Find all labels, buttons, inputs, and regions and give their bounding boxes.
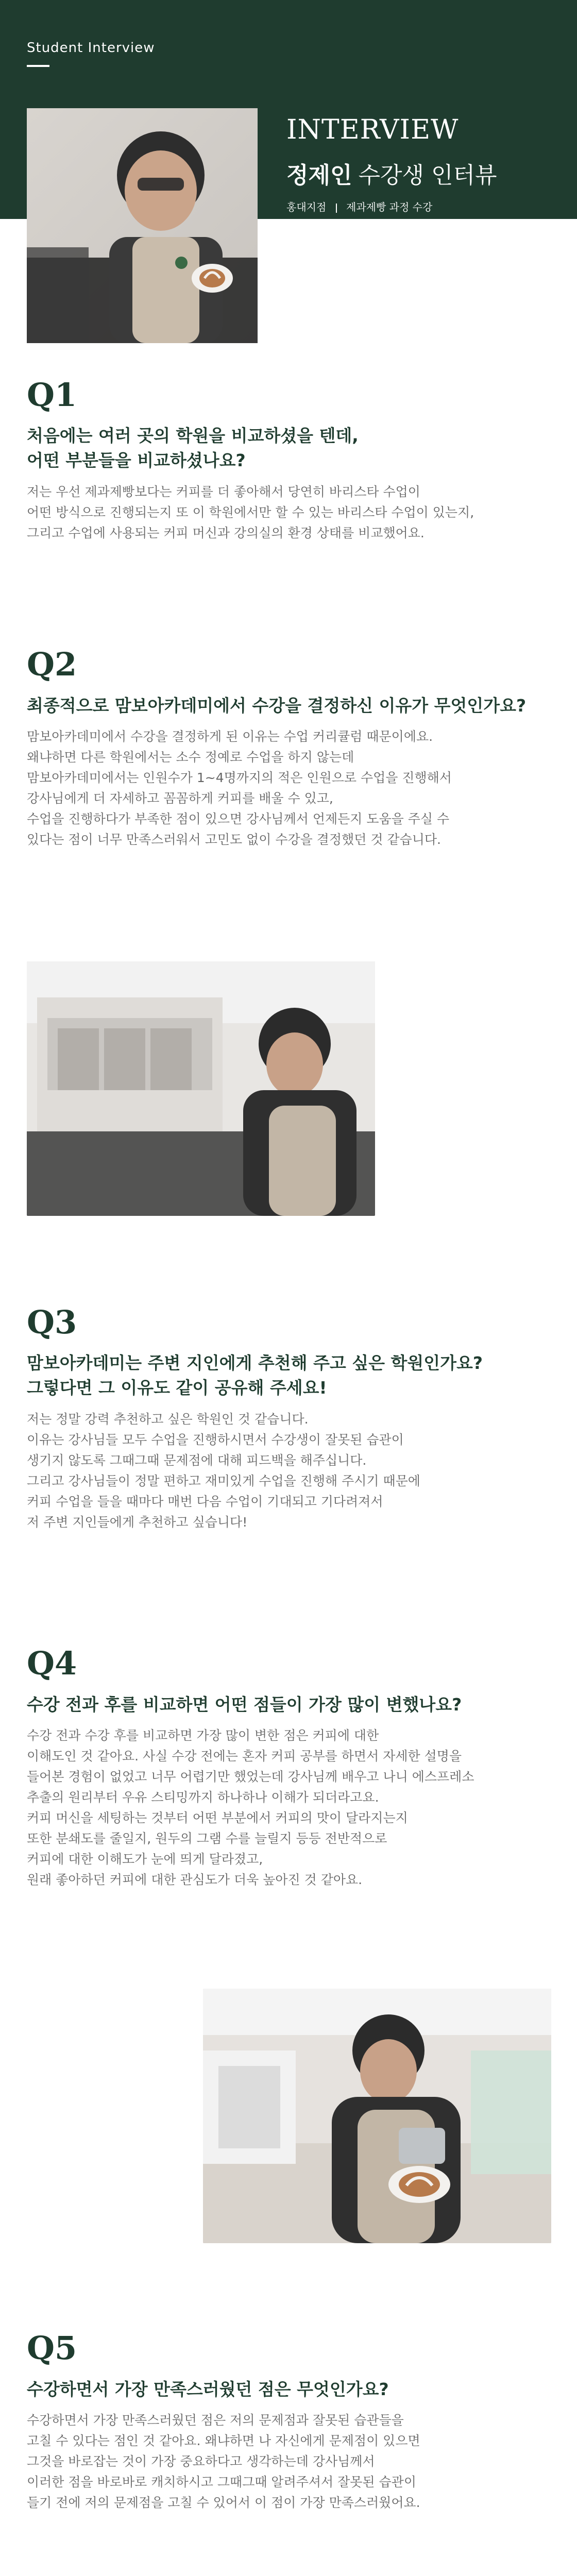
q1-answer-line: 어떤 방식으로 진행되는지 또 이 학원에서만 할 수 있는 바리스타 수업이 있는지, [27,505,474,520]
q1-question-line: 어떤 부분들을 비교하셨나요? [27,450,246,470]
interviewee-title-suffix: 수강생 인터뷰 [358,162,497,189]
interviewee-name: 정제인 [286,162,352,189]
q4-answer-line: 또한 분쇄도를 줄일지, 원두의 그램 수를 늘릴지 등등 전반적으로 [27,1831,387,1846]
q4-question-line: 수강 전과 후를 비교하면 어떤 점들이 가장 많이 변했나요? [27,1694,462,1715]
q4-answer [27,1725,547,1890]
q3-answer-line: 커피 수업을 들을 때마다 매번 다음 수업이 기대되고 기다려져서 [27,1494,383,1509]
q4-question [27,1692,547,1717]
q2-answer-line: 맘보아카데미에서는 인원수가 1~4명까지의 적은 인원으로 수업을 진행해서 [27,770,452,785]
q2-number: Q2 [27,646,77,683]
q2-answer-line: 있다는 점이 너무 만족스러워서 고민도 없이 수강을 결정했던 것 같습니다. [27,832,441,847]
q3-answer-line: 이유는 강사님들 모두 수업을 진행하시면서 수강생이 잘못된 습관이 [27,1432,404,1447]
q4-answer-line: 커피에 대한 이해도가 눈에 띄게 달라졌고, [27,1852,263,1867]
q5-answer-line: 이러한 점을 바로바로 캐치하시고 그때그때 알려주셔서 잘못된 습관이 [27,2475,416,2489]
q3-question-line: 맘보아카데미는 주변 지인에게 추천해 주고 싶은 학원인가요? [27,1353,483,1373]
interview-label: INTERVIEW [286,114,459,145]
q4-answer-line: 추출의 원리부터 우유 스티밍까지 하나하나 이해가 되더라고요. [27,1790,379,1805]
q1-number: Q1 [27,376,77,414]
q5-answer-line: 들기 전에 저의 문제점을 고칠 수 있어서 이 점이 가장 만족스러웠어요. [27,2495,420,2510]
q5-answer [27,2410,547,2513]
q4-answer-line: 원래 좋아하던 커피에 대한 관심도가 더욱 높아진 것 같아요. [27,1872,363,1887]
q3-answer-line: 생기지 않도록 그때그때 문제점에 대해 피드백을 해주십니다. [27,1453,367,1468]
q2-answer-line: 맘보아카데미에서 수강을 결정하게 된 이유는 수업 커리큘럼 때문이에요. [27,729,433,744]
q5-question-line: 수강하면서 가장 만족스러웠던 점은 무엇인가요? [27,2379,389,2399]
q5-answer-line: 수강하면서 가장 만족스러웠던 점은 저의 문제점과 잘못된 습관들을 [27,2413,404,2428]
header-kicker-underline [27,65,49,67]
q2-answer-line: 강사님에게 더 자세하고 꼼꼼하게 커피를 배울 수 있고, [27,791,333,806]
q2-question [27,693,547,718]
q4-number: Q4 [27,1645,77,1682]
q3-answer-line: 저 주변 지인들에게 추천하고 싶습니다! [27,1515,248,1530]
q1-answer [27,482,547,544]
q1-question [27,423,547,473]
q1-answer-line: 그리고 수업에 사용되는 커피 머신과 강의실의 환경 상태를 비교했어요. [27,526,425,540]
q5-question [27,2377,547,2402]
header-kicker: Student Interview [27,40,155,56]
q4-answer-line: 커피 머신을 세팅하는 것부터 어떤 부분에서 커피의 맛이 달라지는지 [27,1810,408,1825]
q3-question [27,1351,547,1400]
q3-answer-line: 그리고 강사님들이 정말 편하고 재미있게 수업을 진행해 주시기 때문에 [27,1473,420,1488]
q1-question-line: 처음에는 여러 곳의 학원을 비교하셨을 텐데, [27,426,359,446]
interviewee-meta [286,199,432,214]
q3-answer [27,1409,547,1533]
q2-question-line: 최종적으로 맘보아카데미에서 수강을 결정하신 이유가 무엇인가요? [27,696,527,716]
q3-answer-line: 저는 정말 강력 추천하고 싶은 학원인 것 같습니다. [27,1412,309,1427]
q4-answer-line: 들어본 경험이 없었고 너무 어렵기만 했었는데 강사님께 배우고 나니 에스프레소 [27,1769,474,1784]
q4-answer-line: 이해도인 것 같아요. 사실 수강 전에는 혼자 커피 공부를 하면서 자세한 설명을 [27,1749,462,1764]
q5-answer-line: 그것을 바로잡는 것이 가장 중요하다고 생각하는데 강사님께서 [27,2454,375,2469]
interviewee-title [286,157,497,190]
meta-divider [336,204,337,213]
q2-answer [27,726,547,850]
q3-question-line: 그렇다면 그 이유도 같이 공유해 주세요! [27,1378,327,1398]
q1-answer-line: 저는 우선 제과제빵보다는 커피를 더 좋아해서 당연히 바리스타 수업이 [27,484,420,499]
hero-image [27,108,258,343]
photo-student-with-coffee-machine [27,961,375,1216]
meta-branch: 홍대지점 [286,201,327,213]
q5-answer-line: 고칠 수 있다는 점인 것 같아요. 왜냐하면 나 자신에게 문제점이 있으면 [27,2433,420,2448]
meta-course: 제과제빵 과정 수강 [346,201,433,213]
q5-number: Q5 [27,2329,77,2367]
q3-number: Q3 [27,1303,77,1341]
q4-answer-line: 수강 전과 수강 후를 비교하면 가장 많이 변한 점은 커피에 대한 [27,1728,379,1743]
q2-answer-line: 왜냐하면 다른 학원에서는 소수 정예로 수업을 하지 않는데 [27,750,354,765]
q2-answer-line: 수업을 진행하다가 부족한 점이 있으면 강사님께서 언제든지 도움을 주실 수 [27,811,450,826]
photo-latte-art-pour [203,1989,551,2243]
